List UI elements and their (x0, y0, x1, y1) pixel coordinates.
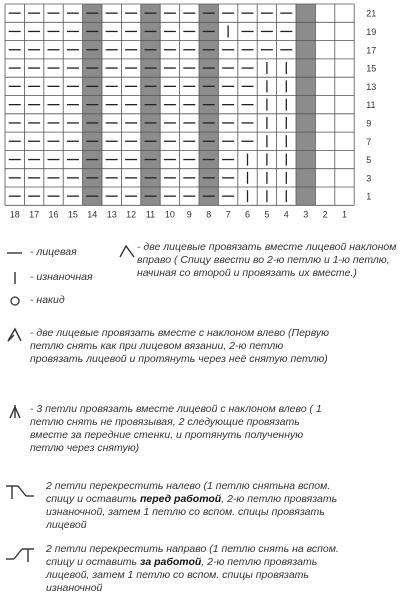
column-label: 3 (303, 209, 309, 220)
k3tog-icon (4, 403, 26, 421)
legend-item-k2tog-left (0, 327, 400, 397)
legend-text: - лицевая (30, 246, 77, 258)
column-label: 11 (145, 209, 156, 220)
legend-text: - две лицевые провязать вместе с наклоном влево (Первую петлю снять как при лицевом вязании, 2-ю петлю провязать лицевой и протянуть через неё снятую петлю) (30, 327, 330, 365)
row-label: 21 (366, 8, 377, 19)
column-label: 10 (164, 209, 175, 220)
legend-text: 2 петли перекрестить налево (1 петлю снятьна вспом. спицу и оставить перед работой, 2-ю петлю провязать изнаночной, затем 1 петлю со вспом. спицы провязать лицевой (46, 480, 338, 531)
row-label: 5 (366, 155, 372, 166)
knitting-chart (0, 0, 400, 222)
column-label: 18 (9, 209, 20, 220)
column-label: 17 (29, 209, 40, 220)
row-label: 1 (366, 191, 372, 202)
legend-text: 2 петли перекрестить направо (1 петлю снять на вспом. спицу и оставить за работой, 2-ю петлю провязать лицевой, затем 1 петлю со вспом. спицы провязать изнаночной (46, 543, 339, 594)
k2tog-left-icon (4, 326, 26, 344)
column-labels (10, 209, 347, 219)
row-label: 9 (366, 118, 372, 129)
row-label: 19 (366, 26, 377, 37)
legend-text: - накид (30, 294, 65, 306)
column-label: 12 (126, 209, 137, 220)
column-label: 8 (206, 209, 212, 220)
row-label: 3 (366, 173, 372, 184)
column-label: 13 (106, 209, 117, 220)
legend-bold: перед работой (139, 493, 222, 505)
row-labels (366, 9, 376, 202)
column-label: 16 (48, 209, 59, 220)
cross-left-icon (4, 482, 36, 502)
row-label: 11 (366, 100, 376, 111)
row-label: 17 (366, 45, 377, 56)
row-label: 13 (366, 81, 377, 92)
legend-item-cross-right (0, 543, 400, 599)
cross-right-icon (4, 545, 36, 565)
row-label: 7 (366, 136, 372, 147)
column-label: 9 (186, 209, 192, 220)
k2tog-right-icon (116, 241, 138, 261)
column-label: 7 (225, 209, 231, 220)
shaded-column (296, 4, 315, 205)
column-label: 6 (244, 209, 251, 220)
column-label: 4 (283, 209, 289, 220)
legend-item-cross-left (0, 480, 400, 536)
legend-text: - 3 петли провязать вместе лицевой с наклоном влево ( 1 петлю снять не провязывая, 2 следующие провязать вместе за передние стенки, и протянуть полученную петлю через снятую) (30, 403, 322, 454)
legend-item-k2tog-right (0, 241, 400, 301)
legend-text: - две лицевые провязать вместе лицевой наклоном вправо ( Спицу ввести во 2-ю петлю и 1-ю петлю, начиная со второй и провязать их вместе.) (137, 241, 397, 279)
column-label: 15 (67, 209, 78, 220)
column-label: 5 (264, 209, 270, 220)
legend-text: - изнаночная (30, 271, 93, 283)
legend-item-k3tog (0, 403, 400, 473)
column-label: 1 (341, 209, 348, 220)
column-label: 2 (322, 209, 328, 220)
legend-bold: за работой (139, 556, 202, 568)
column-label: 14 (87, 209, 98, 220)
row-label: 15 (366, 63, 377, 74)
